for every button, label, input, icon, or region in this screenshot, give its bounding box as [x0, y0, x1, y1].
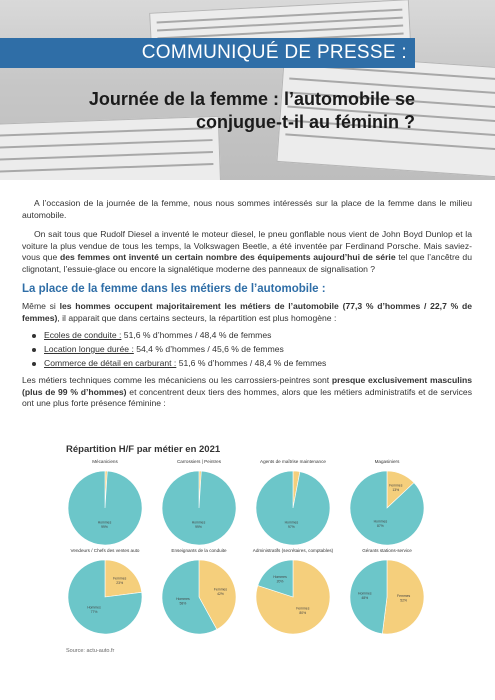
pie-slice-hommes: [68, 471, 142, 545]
pie-slice-hommes: [162, 471, 236, 545]
pie-chart-figure: [58, 432, 434, 662]
section-paragraph-2: [22, 375, 472, 410]
list-item: [32, 344, 472, 356]
pie-slice-name: Hommes: [273, 575, 287, 579]
pie-slice-hommes: [350, 560, 387, 634]
pie-slice-hommes: [256, 471, 330, 545]
pie-slice-name: Femmes: [296, 606, 310, 611]
pie-slice-value: 23%: [116, 580, 124, 585]
chart-source: Source: actu-auto.fr: [66, 648, 115, 654]
text: tel que l’ancêtre du clignotant, l’essuie-glace ou encore la signalétique moderne des panneaux de signalisation ?: [22, 252, 472, 274]
list-item-label: Location longue durée :: [44, 343, 134, 354]
pie-title: Gérants stations-service: [362, 548, 412, 553]
emphasis: les hommes occupent majoritairement les métiers de l’automobile (77,3 % d’hommes / 22,7 % de femmes): [22, 301, 472, 323]
title-line-2: conjugue-t-il au féminin ?: [196, 112, 415, 132]
pie-slice-value: 20%: [276, 579, 284, 584]
pie-slice-name: Hommes: [373, 519, 388, 524]
section-paragraph-1: [22, 301, 472, 324]
list-item-text: 51,6 % d’hommes / 48,4 % de femmes: [121, 330, 272, 341]
pie-slice-value: 77%: [90, 610, 98, 614]
pie-slice-name: Femmes: [213, 587, 228, 592]
header-image: [0, 0, 495, 180]
text: Même si: [22, 301, 60, 312]
pie-slice-name: Hommes: [358, 591, 372, 596]
pie-slice-name: Hommes: [191, 520, 206, 525]
chart-title: Répartition H/F par métier en 2021: [66, 444, 221, 455]
emphasis: presque exclusivement masculins (plus de 99 % d’hommes): [22, 375, 472, 397]
pie-title: Carrossiers | Peintres: [176, 459, 222, 464]
pie-slice-name: Femmes: [397, 594, 411, 598]
article-body: [22, 198, 472, 410]
pie-title: Vendeurs / Chefs des ventes auto: [70, 548, 140, 553]
text: On sait tous que Rudolf Diesel a inventé le moteur diesel, le pneu gonflable nous vient de John Boyd Dunlop et la voiture la plus vendue de tous les temps, la Volkswagen Beetle, a été inventée par Ferdinand Porsche. Mais saviez-vous que: [22, 229, 472, 263]
pie-slice-value: 13%: [392, 488, 400, 493]
pie-slice-name: Hommes: [284, 520, 299, 525]
press-release-banner: [0, 38, 415, 68]
pie-slice-name: Hommes: [87, 605, 101, 610]
text: , il apparait que dans certains secteurs, la répartition est plus homogène :: [57, 312, 337, 323]
text: Les métiers techniques comme les mécaniciens ou les carrossiers-peintres sont: [22, 375, 332, 386]
pie-title: Magasiniers: [374, 459, 400, 464]
pie-title: Mécaniciens: [92, 459, 118, 464]
intro-paragraph-1: A l’occasion de la journée de la femme, nous nous sommes intéressés sur la place de la femme dans le milieu automobile.: [22, 198, 472, 220]
pie-slice-value: 48%: [361, 596, 369, 601]
section-heading: La place de la femme dans les métiers de l’automobile :: [22, 282, 326, 295]
pie-title: Agents de maîtrise maintenance: [260, 459, 326, 464]
pie-slice-name: Femmes: [389, 483, 403, 488]
title-line-1: Journée de la femme : l’automobile se: [88, 89, 415, 109]
pie-charts: [58, 432, 434, 662]
pie-slice-name: Femmes: [113, 576, 127, 581]
list-item: [32, 358, 472, 370]
list-item-label: Commerce de détail en carburant :: [44, 357, 177, 368]
pie-slice-value: 97%: [288, 525, 295, 530]
intro-paragraph-2: [22, 229, 472, 275]
pie-slice-name: Hommes: [97, 520, 112, 525]
pie-title: Enseignants de la conduite: [171, 548, 227, 553]
stats-list: [32, 330, 472, 369]
pie-slice-value: 58%: [179, 601, 187, 606]
page-title: [55, 88, 415, 134]
text: et concentrent deux tiers des hommes, alors que les métiers administratifs et de services ont une plus forte présence féminine :: [22, 386, 472, 409]
pie-slice-value: 99%: [101, 525, 108, 530]
pie-slice-value: 52%: [400, 598, 407, 603]
banner-text: COMMUNIQUÉ DE PRESSE :: [141, 42, 407, 63]
pie-title: Administratifs (secrétaires, comptables): [252, 548, 334, 553]
list-item-label: Ecoles de conduite :: [44, 330, 122, 341]
pie-slice-value: 87%: [377, 523, 384, 528]
pie-slice-value: 80%: [299, 611, 307, 615]
emphasis: des femmes ont inventé un certain nombre des équipements aujourd’hui de série: [59, 252, 396, 263]
list-item-text: 54,4 % d’hommes / 45,6 % de femmes: [133, 343, 284, 354]
pie-slice-name: Hommes: [176, 597, 190, 602]
pie-slice-value: 99%: [195, 525, 202, 530]
pie-slice-value: 42%: [217, 592, 224, 596]
list-item: [32, 330, 472, 342]
list-item-text: 51,6 % d’hommes / 48,4 % de femmes: [176, 357, 327, 368]
